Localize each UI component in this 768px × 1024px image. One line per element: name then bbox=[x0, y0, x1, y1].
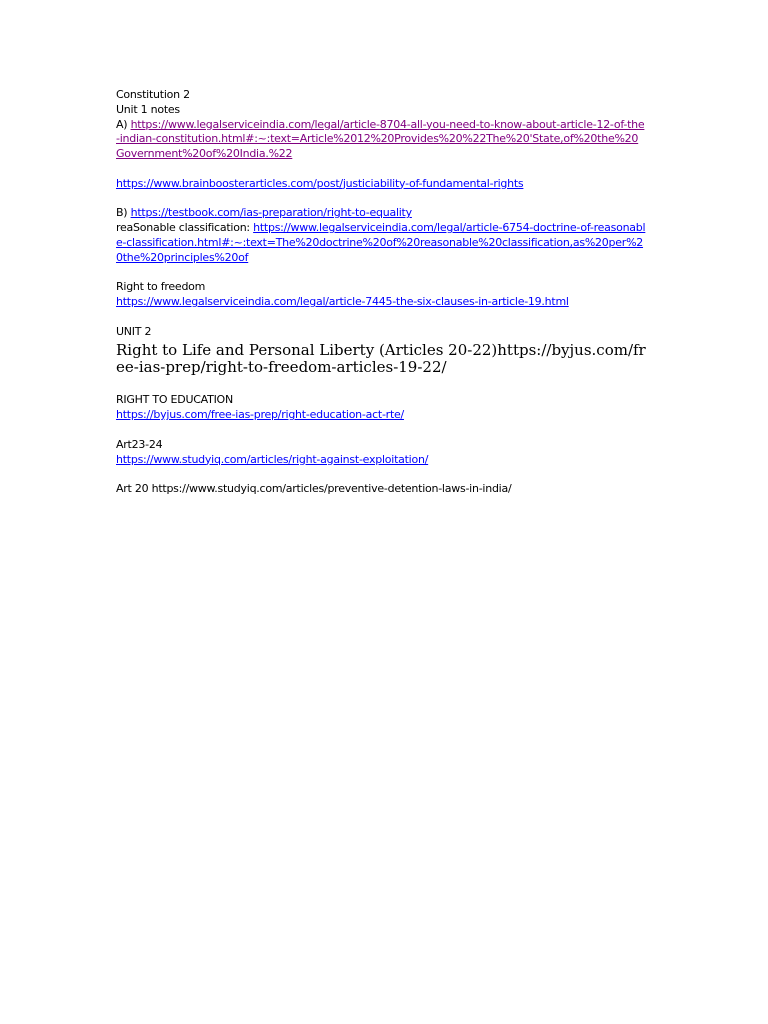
spacer bbox=[116, 379, 646, 394]
spacer bbox=[116, 310, 646, 325]
right-against-exploitation-link[interactable]: https://www.studyiq.com/articles/right-against-exploitation/ bbox=[116, 452, 429, 466]
art-23-24-row bbox=[116, 453, 646, 468]
document-page bbox=[116, 88, 646, 497]
item-a-prefix: A) bbox=[116, 117, 131, 131]
spacer bbox=[116, 467, 646, 482]
spacer bbox=[116, 162, 646, 177]
art-23-24-label: Art23-24 bbox=[116, 437, 163, 451]
right-to-freedom-row bbox=[116, 295, 646, 310]
right-to-education-label: RIGHT TO EDUCATION bbox=[116, 393, 233, 407]
right-to-education-link[interactable]: https://byjus.com/free-ias-prep/right-education-act-rte/ bbox=[116, 408, 404, 422]
item-a bbox=[116, 118, 646, 162]
reasonable-classification-link[interactable]: https://www.legalserviceindia.com/legal/article-6754-doctrine-of-reasonable-classification.html#:~:text=The%20doctrine%20of%20reasonable%20classification,as%20per%20the%20principles%20of bbox=[116, 221, 646, 264]
spacer bbox=[116, 266, 646, 281]
right-to-freedom-label: Right to freedom bbox=[116, 280, 206, 294]
spacer bbox=[116, 423, 646, 438]
justiciability-link[interactable]: https://www.brainboosterarticles.com/post/justiciability-of-fundamental-rights bbox=[116, 176, 524, 190]
document-subtitle: Unit 1 notes bbox=[116, 102, 180, 116]
spacer bbox=[116, 192, 646, 207]
art-20-text: Art 20 https://www.studyiq.com/articles/preventive-detention-laws-in-india/ bbox=[116, 482, 512, 496]
justiciability-row bbox=[116, 177, 646, 192]
right-to-education-row bbox=[116, 408, 646, 423]
right-to-equality-link[interactable]: https://testbook.com/ias-preparation/right-to-equality bbox=[130, 206, 412, 220]
reasonable-classification-label: reaSonable classification: bbox=[116, 221, 254, 235]
item-b bbox=[116, 206, 646, 221]
unit-2-heading: UNIT 2 bbox=[116, 324, 152, 338]
right-to-freedom-link[interactable]: https://www.legalserviceindia.com/legal/article-7445-the-six-clauses-in-article-19.html bbox=[116, 295, 569, 309]
item-b-prefix: B) bbox=[116, 206, 131, 220]
reasonable-classification-row bbox=[116, 221, 646, 265]
life-liberty-paragraph: Right to Life and Personal Liberty (Articles 20-22)https://byjus.com/free-ias-prep/right-to-freedom-articles-19-22/ bbox=[116, 340, 646, 377]
document-title: Constitution 2 bbox=[116, 88, 190, 101]
article-12-link[interactable]: https://www.legalserviceindia.com/legal/article-8704-all-you-need-to-know-about-article-12-of-the-indian-constitution.html#:~:text=Article%2012%20Provides%20%22The%20'State,of%20the%20Government%20of%20India.%22 bbox=[116, 117, 645, 161]
